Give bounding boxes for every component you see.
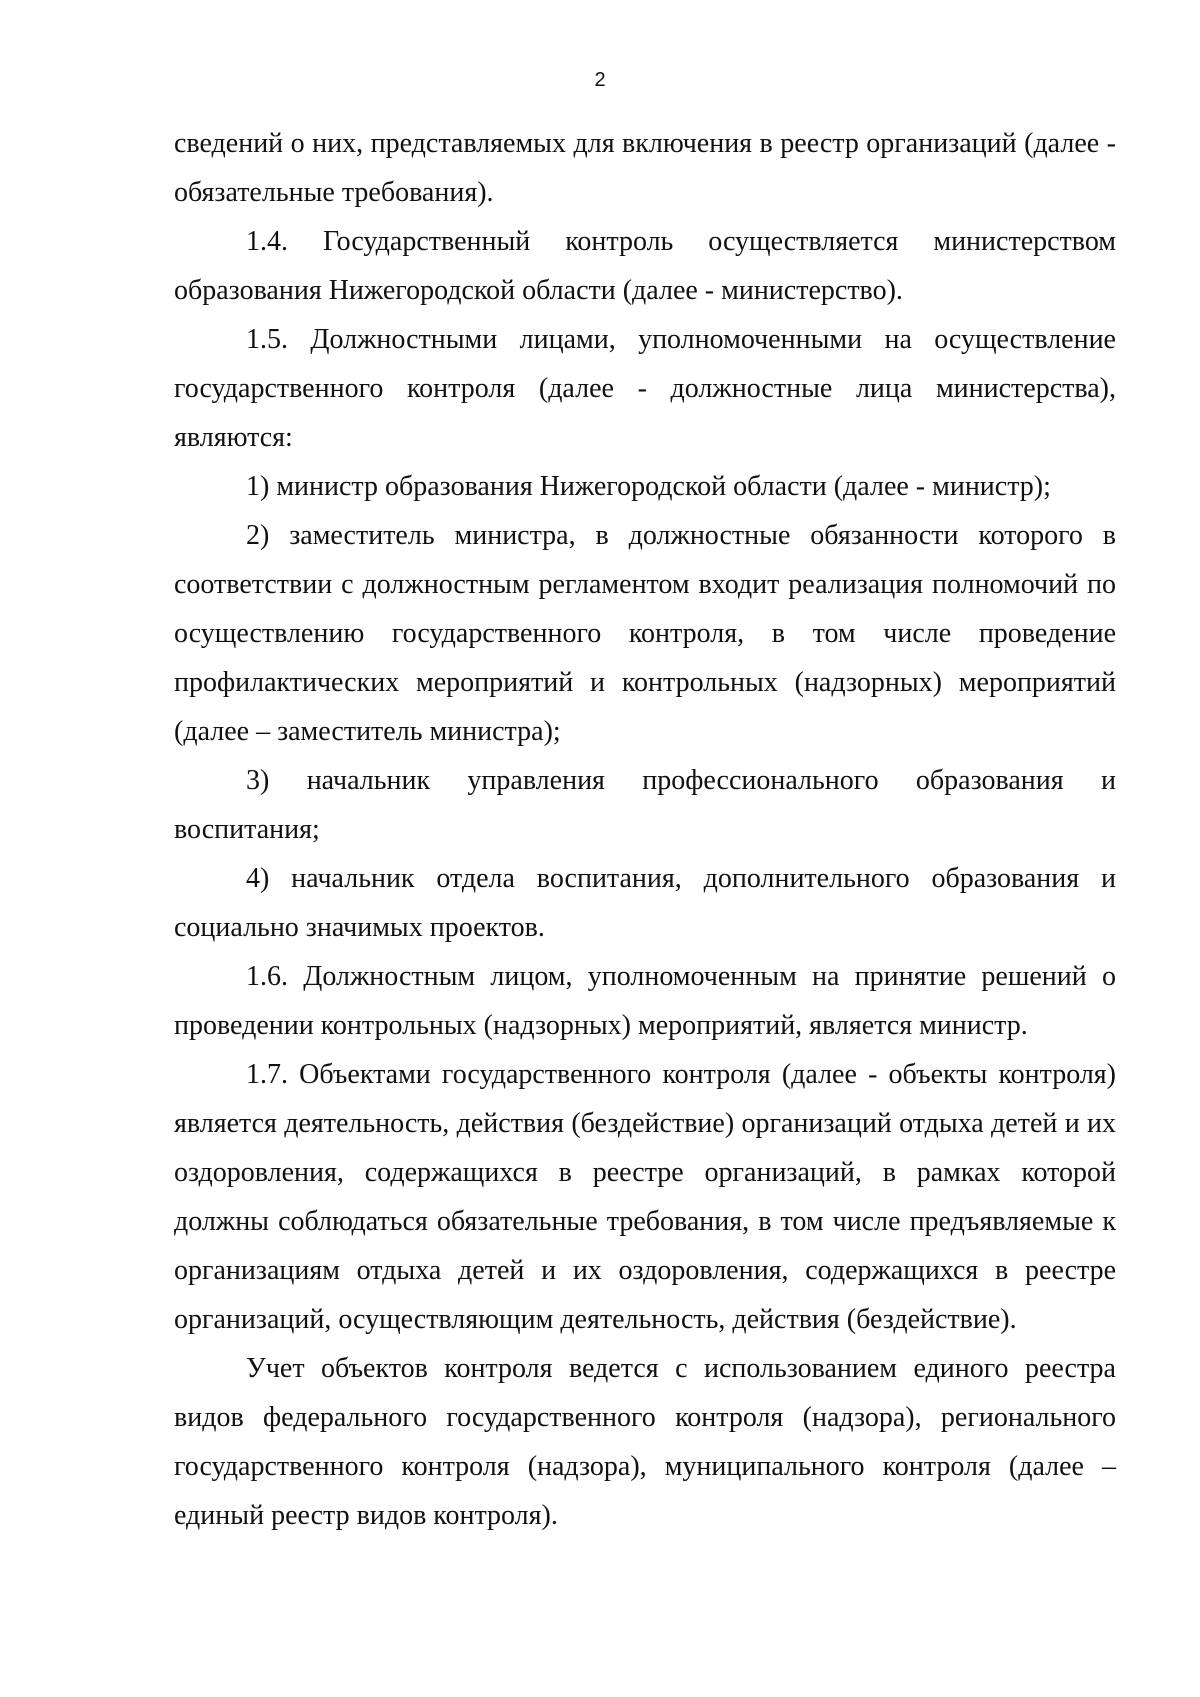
paragraph-1-4: 1.4. Государственный контроль осуществляется министерством образования Нижегородской области (далее - министерство). [174, 226, 1116, 306]
paragraph-accounting: Учет объектов контроля ведется с использованием единого реестра видов федерального государственного контроля (надзора), регионального государственного контроля (надзора), муниципального контроля (далее – единый реестр видов контроля). [174, 1353, 1116, 1531]
paragraph-1-7: 1.7. Объектами государственного контроля (далее - объекты контроля) является деятельность, действия (бездействие) организаций отдыха детей и их оздоровления, содержащихся в реестре организаций, в рамках которой должны соблюдаться обязательные требования, в том числе предъявляемые к организациям отдыха детей и их оздоровления, содержащихся в реестре организаций, осуществляющим деятельность, действия (бездействие). [174, 1059, 1116, 1335]
list-item-3: 3) начальник управления профессионального образования и воспитания; [174, 765, 1116, 845]
list-item-2: 2) заместитель министра, в должностные обязанности которого в соответствии с должностным регламентом входит реализация полномочий по осуществлению государственного контроля, в том числе проведение профилактических мероприятий и контрольных (надзорных) мероприятий (далее – заместитель министра); [174, 520, 1116, 747]
paragraph-continuation: сведений о них, представляемых для включения в реестр организаций (далее - обязательные требования). [174, 128, 1116, 208]
page-number: 2 [594, 69, 606, 91]
paragraph-1-6: 1.6. Должностным лицом, уполномоченным на принятие решений о проведении контрольных (надзорных) мероприятий, является министр. [174, 961, 1116, 1041]
paragraph-1-5: 1.5. Должностными лицами, уполномоченными на осуществление государственного контроля (далее - должностные лица министерства), являются: [174, 324, 1116, 453]
list-item-4: 4) начальник отдела воспитания, дополнительного образования и социально значимых проектов. [174, 863, 1116, 943]
list-item-1: 1) министр образования Нижегородской области (далее - министр); [246, 471, 1051, 502]
document-body [174, 119, 1116, 1540]
